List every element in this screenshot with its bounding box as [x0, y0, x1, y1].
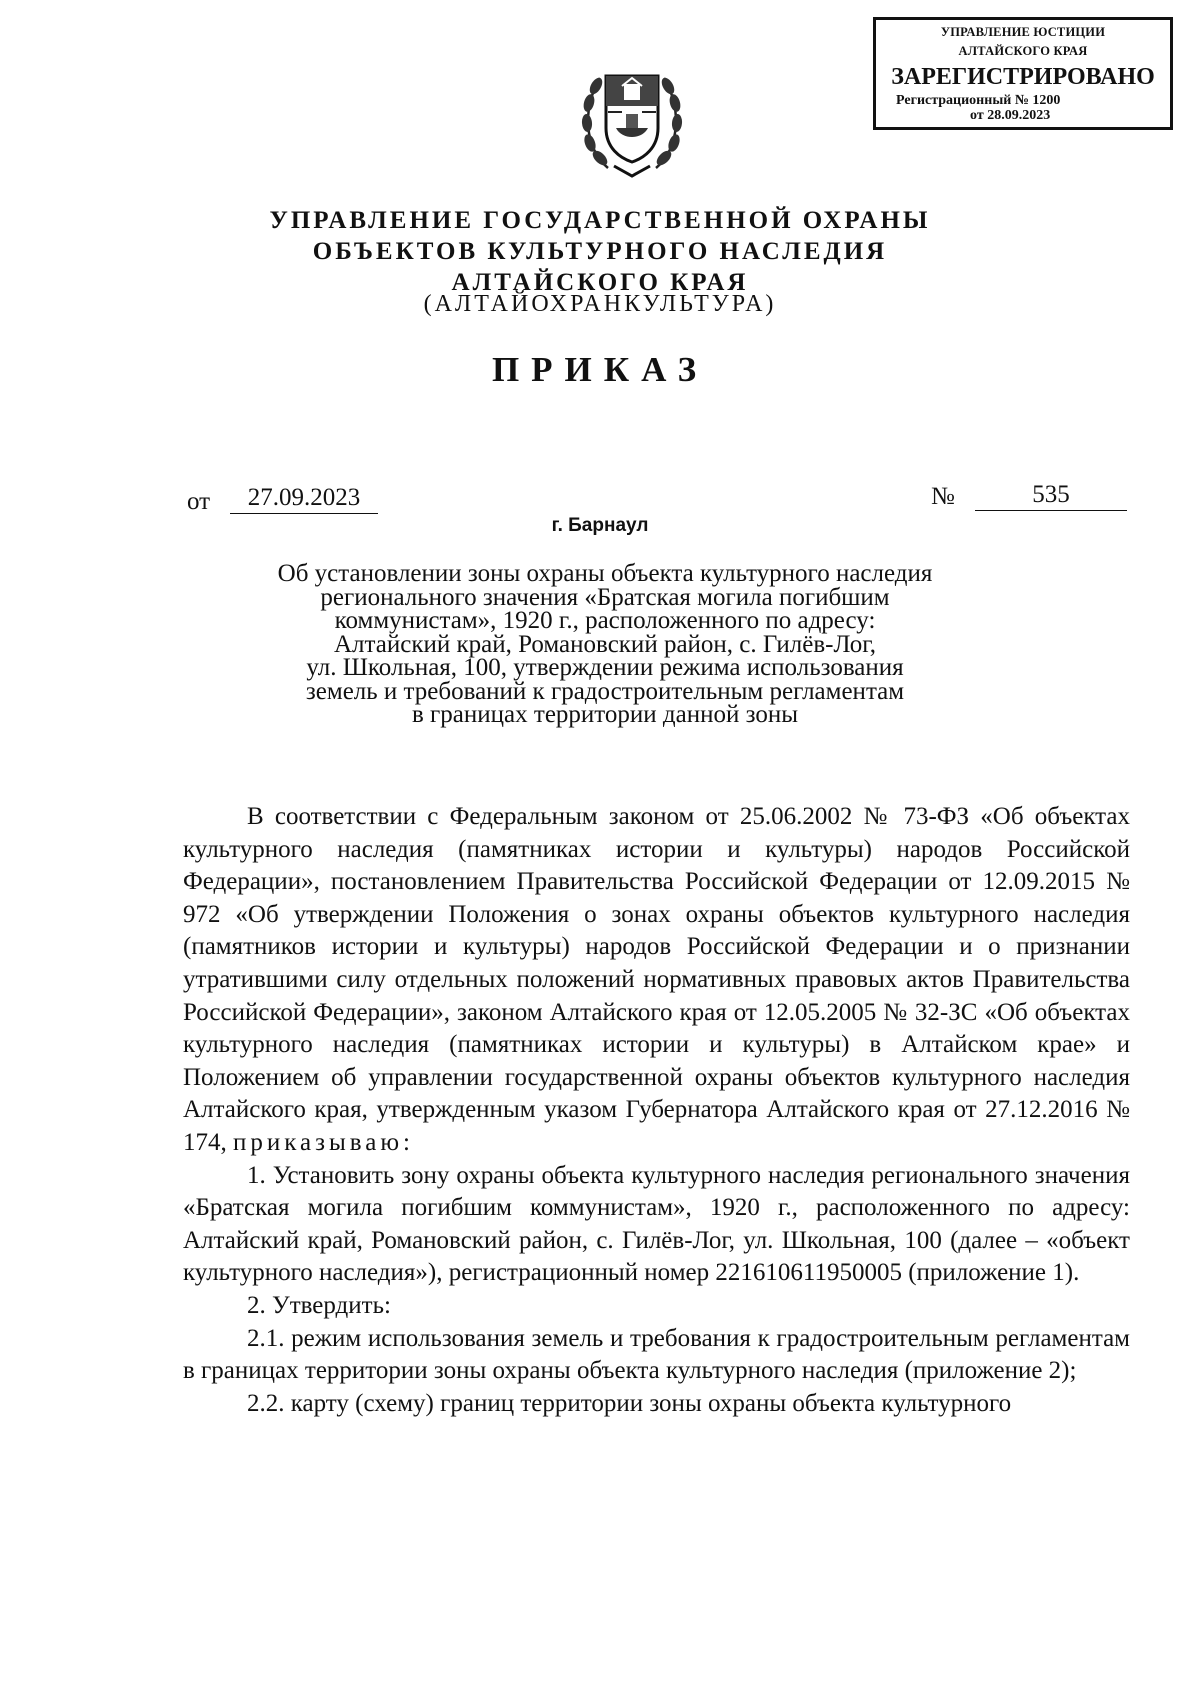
altai-krai-coat-of-arms-icon: [578, 48, 686, 188]
document-subject: [250, 562, 960, 727]
number-label: №: [931, 483, 955, 510]
document-body: [183, 801, 1130, 1420]
subject-line: Алтайский край, Романовский район, с. Гилёв-Лог,: [334, 630, 876, 658]
subject-line: в границах территории данной зоны: [412, 701, 798, 728]
registration-stamp: [873, 17, 1173, 130]
document-type-title: ПРИКАЗ: [491, 350, 709, 389]
item-2-1: 2.1. режим использования земель и требования к градостроительным регламентам в границах территории зоны охраны объекта культурного наследия (приложение 2);: [183, 1324, 1130, 1385]
document-date: 27.09.2023: [230, 483, 378, 514]
stamp-reg-date: от 28.09.2023: [970, 108, 1051, 123]
subject-line: земель и требований к градостроительным регламентам: [305, 677, 905, 705]
org-line1: УПРАВЛЕНИЕ ГОСУДАРСТВЕННОЙ ОХРАНЫ: [269, 207, 931, 234]
subject-line: ул. Школьная, 100, утверждении режима использования: [306, 654, 904, 681]
stamp-org-line1: УПРАВЛЕНИЕ ЮСТИЦИИ: [940, 25, 1106, 39]
org-short-name: (АЛТАЙОХРАНКУЛЬТУРА): [423, 291, 777, 317]
stamp-reg-number: Регистрационный № 1200: [896, 93, 1061, 108]
order-word: приказываю:: [233, 1128, 414, 1156]
preamble-paragraph: [183, 801, 1130, 1160]
item-2: 2. Утвердить:: [247, 1291, 391, 1319]
document-number: 535: [975, 480, 1127, 511]
item-2-2: 2.2. карту (схему) границ территории зоны охраны объекта культурного: [247, 1389, 1012, 1417]
org-line2: ОБЪЕКТОВ КУЛЬТУРНОГО НАСЛЕДИЯ: [312, 238, 888, 265]
organization-name: [150, 205, 1050, 298]
subject-line: Об установлении зоны охраны объекта культурного наследия: [277, 560, 933, 587]
stamp-title: ЗАРЕГИСТРИРОВАНО: [891, 64, 1155, 90]
stamp-org-line2: АЛТАЙСКОГО КРАЯ: [958, 44, 1088, 58]
org-line3: АЛТАЙСКОГО КРАЯ: [451, 269, 749, 296]
date-label: от: [187, 488, 211, 515]
subject-line: регионального значения «Братская могила погибшим: [320, 583, 890, 611]
item-1: 1. Установить зону охраны объекта культурного наследия регионального значения «Братская могила погибшим коммунистам», 1920 г., расположенного по адресу: Алтайский край, Романовский район, с. Гилёв-Лог, ул. Школьная, 100 (далее – «объект культурного наследия»), регистрационный номер 221610611950005 (приложение 1).: [183, 1161, 1130, 1287]
subject-line: коммунистам», 1920 г., расположенного по адресу:: [334, 607, 876, 634]
preamble-text: В соответствии с Федеральным законом от 25.06.2002 № 73-ФЗ «Об объектах культурного наследия (памятниках истории и культуры) народов Российской Федерации», постановлением Правительства Российской Федерации от 12.09.2015 № 972 «Об утверждении Положения о зонах охраны объектов культурного наследия (памятников истории и культуры) народов Российской Федерации и о признании утратившими силу отдельных положений нормативных правовых актов Правительства Российской Федерации», законом Алтайского края от 12.05.2005 № 32-ЗС «Об объектах культурного наследия (памятниках истории и культуры) в Алтайском крае» и Положением об управлении государственной охраны объектов культурного наследия Алтайского края, утвержденным указом Губернатора Алтайского края от 27.12.2016 № 174,: [183, 803, 1130, 1156]
city: г. Барнаул: [551, 515, 649, 536]
